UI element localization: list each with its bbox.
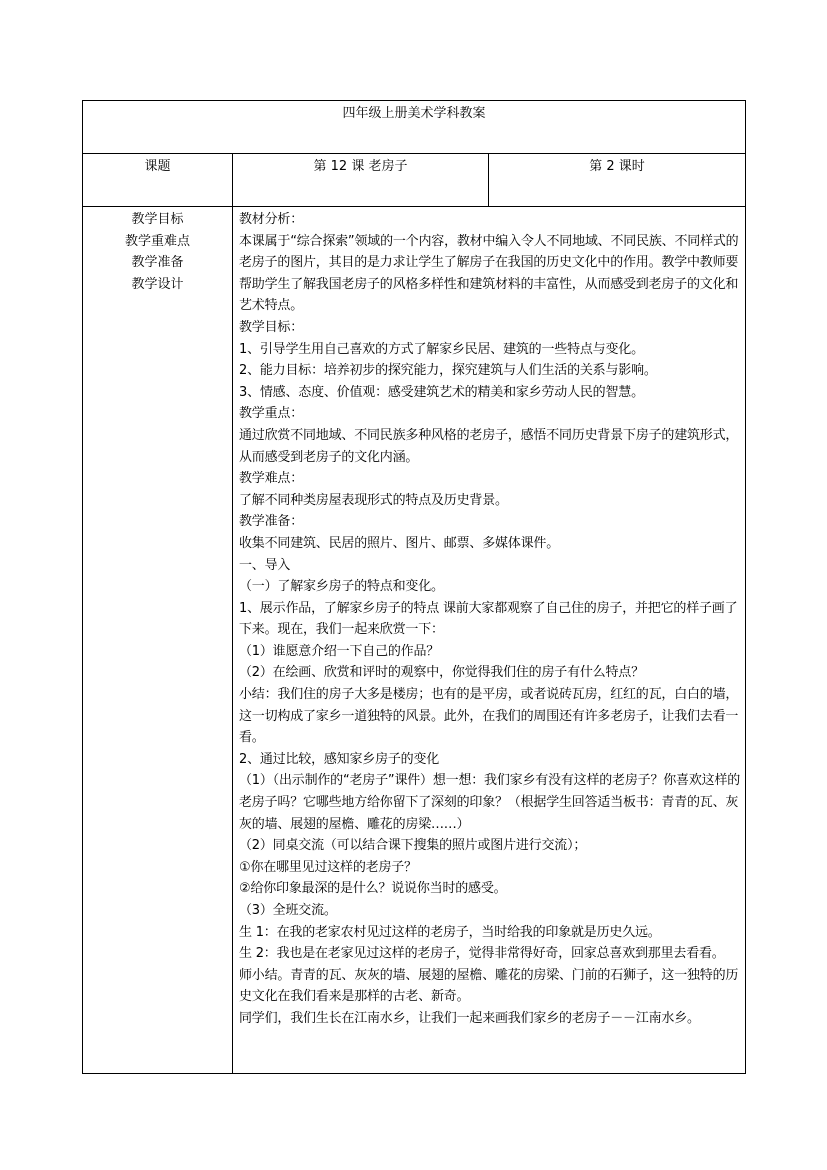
paragraph: 1、展示作品，了解家乡房子的特点 课前大家都观察了自己住的房子，并把它的样子画了下来。现在，我们一起来欣赏一下：	[239, 600, 738, 638]
label-teaching-goals: 教学目标	[131, 212, 184, 227]
paragraph: ①你在哪里见过这样的老房子？	[239, 859, 417, 875]
paragraph: ②给你印象最深的是什么？说说你当时的感受。	[239, 881, 507, 897]
topic-label: 课题	[83, 154, 233, 207]
paragraph: 3、情感、态度、价值观：感受建筑艺术的精美和家乡劳动人民的智慧。	[239, 384, 644, 400]
paragraph: （2）在绘画、欣赏和评时的观察中，你觉得我们住的房子有什么特点？	[239, 665, 644, 681]
label-teaching-design: 教学设计	[131, 276, 184, 292]
paragraph: 小结：我们住的房子大多是楼房；也有的是平房，或者说砖瓦房，红红的瓦，白白的墙，这一切构成了家乡一道独特的风景。此外，在我们的周围还有许多老房子，让我们去看一看。	[239, 687, 739, 746]
section-labels	[83, 207, 233, 1074]
paragraph: 收集不同建筑、民居的照片、图片、邮票、多媒体课件。	[239, 535, 560, 551]
paragraph: 教学难点：	[239, 471, 304, 487]
paragraph: 一、导入	[239, 557, 291, 573]
paragraph: 同学们，我们生长在江南水乡，让我们一起来画我们家乡的老房子－－江南水乡。	[239, 1010, 700, 1026]
paragraph: 教学重点：	[239, 406, 304, 422]
lesson-content	[233, 207, 746, 1074]
label-key-difficult-points: 教学重难点	[124, 233, 190, 249]
lesson-plan-table	[82, 100, 746, 1074]
paragraph: 教学准备：	[239, 514, 304, 530]
paragraph: （3）全班交流。	[239, 903, 337, 918]
lesson-period: 第 2 课时	[489, 154, 746, 207]
paragraph: 教学目标：	[239, 319, 304, 335]
paragraph: 生 2：我也是在老家见过这样的老房子，觉得非常得好奇，回家总喜欢到那里去看看。	[239, 946, 725, 962]
label-teaching-preparation: 教学准备	[131, 255, 184, 271]
paragraph: 通过欣赏不同地域、不同民族多种风格的老房子，感悟不同历史背景下房子的建筑形式，从而感受到老房子的文化内涵。	[239, 427, 739, 465]
paragraph: 教材分析：	[239, 212, 304, 227]
paragraph: 了解不同种类房屋表现形式的特点及历史背景。	[239, 492, 508, 508]
lesson-name: 第 12 课 老房子	[233, 154, 489, 207]
paragraph: （1）（出示制作的“老房子”课件）想一想：我们家乡有没有这样的老房子？你喜欢这样的老房子吗？它哪些地方给你留下了深刻的印象？（根据学生回答适当板书：青青的瓦、灰灰的墙、展翅的屋檐、雕花的房梁……）	[239, 773, 741, 832]
paragraph: 2、通过比较，感知家乡房子的变化	[239, 751, 440, 767]
document-title: 四年级上册美术学科教案	[83, 101, 746, 154]
paragraph: 师小结。青青的瓦、灰灰的墙、展翅的屋檐、雕花的房梁、门前的石狮子，这一独特的历史文化在我们看来是那样的古老、新奇。	[239, 967, 739, 1005]
paragraph: （一）了解家乡房子的特点和变化。	[239, 579, 444, 595]
paragraph: 2、能力目标：培养初步的探究能力，探究建筑与人们生活的关系与影响。	[239, 363, 657, 379]
paragraph: 1、引导学生用自己喜欢的方式了解家乡民居、建筑的一些特点与变化。	[239, 341, 644, 357]
paragraph: （1）谁愿意介绍一下自己的作品？	[239, 643, 440, 659]
paragraph: 本课属于“综合探索”领域的一个内容，教材中编入令人不同地域、不同民族、不同样式的老房子的图片，其目的是力求让学生了解房子在我国的历史文化中的作用。教学中教师要帮助学生了解我国老房子的风格多样性和建筑材料的丰富性，从而感受到老房子的文化和艺术特点。	[239, 233, 739, 314]
paragraph: （2）同桌交流（可以结合课下搜集的照片或图片进行交流）；	[239, 838, 587, 854]
paragraph: 生 1：在我的老家农村见过这样的老房子，当时给我的印象就是历史久远。	[239, 924, 661, 940]
